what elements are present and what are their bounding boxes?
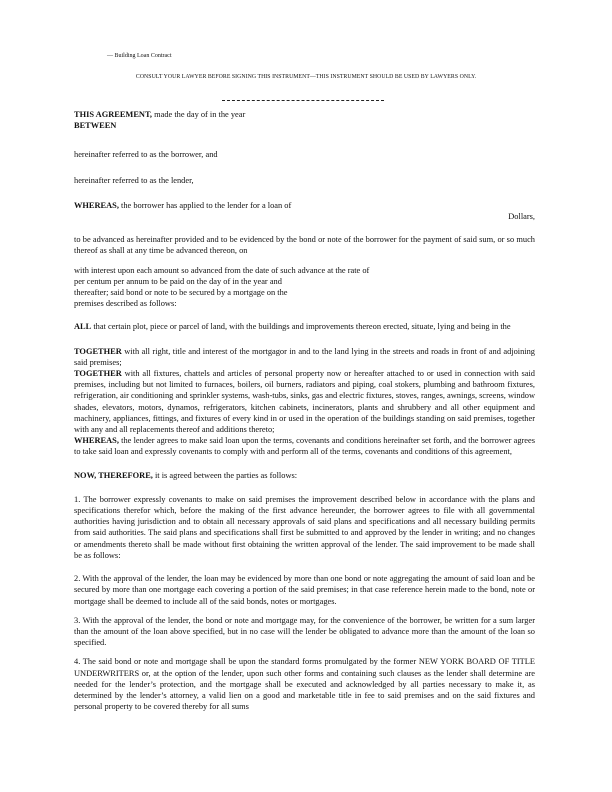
clause-1: 1. The borrower expressly covenants to make on said premises the improvement described below in accordance with the plans and specifications therefor which, before the making of the first advance hereunder, the borrower agrees to file with all governmental authorities having jurisdiction and to obtain all necessary approvals of said plans and specifications and all necessary building permits from said authorities. The said plans and specifications shall first be submitted to and approved by the lender in writing; and no changes or amendments thereto shall be made without first obtaining the written approval of the lender. The said improvement to be made shall be as follows:: [74, 494, 535, 560]
interest-line: with interest upon each amount so advanced from the date of such advance at the rate of: [74, 265, 370, 275]
clause-3: 3. With the approval of the lender, the bond or note and mortgage may, for the convenience of the borrower, be written for a sum larger than the amount of the loan above specified, but in no case will the lender be obligated to advance more than the amount of the loan so specified.: [74, 615, 535, 648]
advance-paragraph: to be advanced as hereinafter provided and to be evidenced by the bond or note of the borrower for the payment of said sum, or so much thereof as shall at any time be advanced thereon, on: [74, 235, 535, 256]
lender-line: hereinafter referred to as the lender,: [74, 175, 194, 185]
whereas-agrees-paragraph: WHEREAS, the lender agrees to make said loan upon the terms, covenants and conditions hereinafter set forth, and the borrower agrees to take said loan and expressly covenants to comply with and perform all of the terms, covenants and conditions of this agreement,: [74, 436, 535, 457]
form-label: — Building Loan Contract: [107, 53, 172, 59]
together-streets-paragraph: TOGETHER with all right, title and interest of the mortgagor in and to the land lying in the streets and roads in front of and adjoining said premises;: [74, 346, 535, 367]
dashed-divider: [222, 100, 384, 101]
interest-block: [74, 265, 535, 310]
clause-4: 4. The said bond or note and mortgage shall be upon the standard forms promulgated by the former NEW YORK BOARD OF TITLE UNDERWRITERS or, at the option of the lender, upon such other forms and containing such clauses as the lender shall determine are needed for the lender’s protection, and the mortgage shall be executed and acknowledged by all parties necessary to make it, as determined by the lender’s attorney, a valid lien on a good and marketable title in fee to said premises and on the said fixtures and personal property to be covered thereby for all sums: [74, 657, 535, 712]
interest-line: thereafter; said bond or note to be secured by a mortgage on the: [74, 288, 288, 298]
now-therefore-paragraph: NOW, THEREFORE, it is agreed between the parties as follows:: [74, 470, 298, 480]
interest-line: premises described as follows:: [74, 299, 177, 309]
dollars-label: Dollars,: [508, 212, 535, 222]
caution-notice: CONSULT YOUR LAWYER BEFORE SIGNING THIS INSTRUMENT—THIS INSTRUMENT SHOULD BE USED BY LAWYERS ONLY.: [135, 74, 477, 80]
whereas-loan: WHEREAS, the borrower has applied to the lender for a loan of: [74, 200, 292, 210]
between-label: BETWEEN: [74, 121, 117, 131]
together-fixtures-paragraph: TOGETHER with all fixtures, chattels and articles of personal property now or hereafter attached to or used in connection with said premises, including but not limited to furnaces, boilers, oil burners, radiators and piping, coal stokers, plumbing and bathroom fixtures, refrigeration, air conditioning and sprinkler systems, wash-tubs, sinks, gas and electric fixtures, stoves, ranges, awnings, screens, window shades, elevators, motors, dynamos, refrigerators, kitchen cabinets, incinerators, plants and shrubbery and all other equipment and machinery, appliances, fittings, and fixtures of every kind in or used in the operation of the buildings standing on said premises, together with any and all replacements thereof and additions thereto;: [74, 369, 535, 435]
agreement-heading-bold: THIS AGREEMENT,: [74, 110, 153, 119]
clause-2: 2. With the approval of the lender, the loan may be evidenced by more than one bond or note aggregating the amount of said loan and be secured by more than one mortgage each covering a portion of the said premises; in that case reference herein made to the bond, note or mortgage shall be deemed to include all of the said bonds, notes or mortgages.: [74, 574, 535, 606]
agreement-heading: [74, 109, 535, 120]
agreement-heading-rest: made the day of in the year: [152, 110, 246, 119]
borrower-line: hereinafter referred to as the borrower, and: [74, 150, 218, 160]
interest-line: per centum per annum to be paid on the day of in the year and: [74, 276, 282, 286]
agreement-body: [74, 109, 535, 712]
all-paragraph: ALL that certain plot, piece or parcel of land, with the buildings and improvements thereon erected, situate, lying and being in the: [74, 322, 511, 332]
